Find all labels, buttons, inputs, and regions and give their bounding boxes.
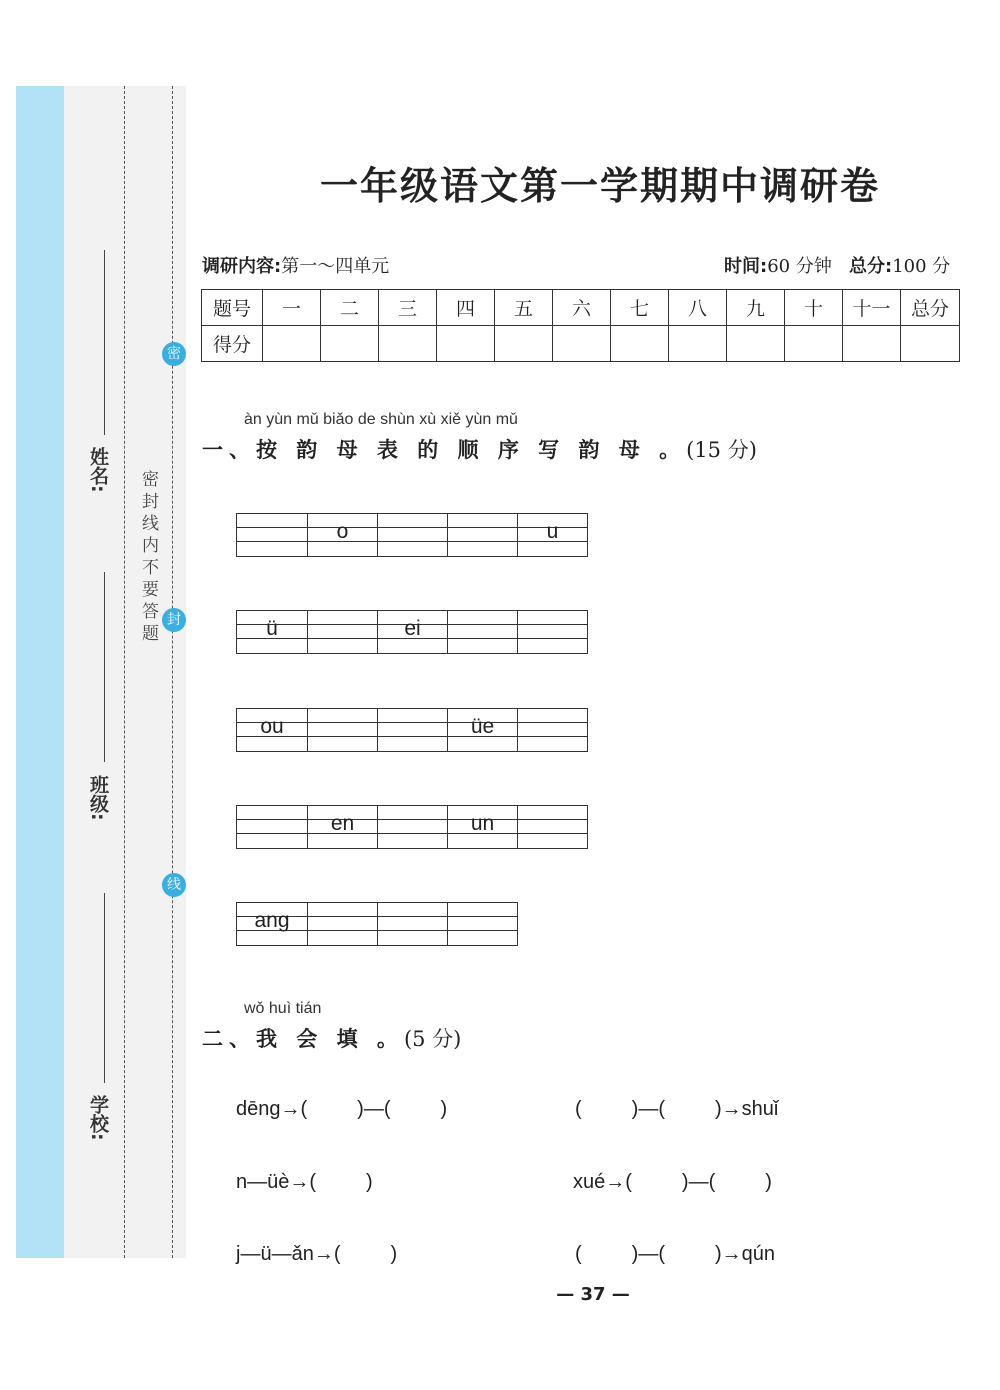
pinyin-grid-row-5 (236, 902, 518, 946)
pinyin-grid-row-3 (236, 708, 588, 752)
section2-title: 二、我 会 填 。 (202, 1027, 404, 1051)
score-input-cell[interactable] (495, 326, 553, 362)
fill-item[interactable]: dēng→( )—( ) (236, 1098, 448, 1120)
section2-points: (5 分) (403, 1027, 462, 1051)
scope-label: 调研内容: (202, 256, 282, 277)
grid-cell[interactable] (307, 709, 377, 751)
time-total-info (724, 252, 950, 278)
class-write-line (104, 572, 105, 762)
grid-cell[interactable]: ü (237, 611, 307, 653)
grid-cell[interactable] (377, 903, 447, 945)
table-cell: 二 (321, 290, 379, 326)
grid-cell[interactable] (237, 806, 307, 848)
score-input-cell[interactable] (611, 326, 669, 362)
grid-cell[interactable] (377, 514, 447, 556)
seal-mark-xian: 线 (162, 873, 186, 897)
total-label: 总分: (849, 256, 893, 277)
scope-info (202, 252, 389, 278)
grid-cell[interactable] (517, 611, 587, 653)
grid-cell[interactable] (517, 709, 587, 751)
section1-title: 一、按 韵 母 表 的 顺 序 写 韵 母 。 (202, 438, 687, 462)
table-cell: 八 (669, 290, 727, 326)
score-input-cell[interactable] (785, 326, 843, 362)
table-cell: 一 (263, 290, 321, 326)
seal-mark-feng: 封 (162, 608, 186, 632)
table-cell: 三 (379, 290, 437, 326)
grid-cell[interactable]: ang (237, 903, 307, 945)
fill-item[interactable]: ( )—( )→qún (575, 1243, 776, 1265)
grid-cell[interactable]: üe (447, 709, 517, 751)
school-write-line (104, 893, 105, 1083)
pinyin-grid-row-4 (236, 805, 588, 849)
scope-value: 第一～四单元 (281, 256, 390, 277)
name-write-line (104, 250, 105, 435)
grid-cell[interactable] (377, 709, 447, 751)
section2-heading (202, 1023, 461, 1053)
margin-gray-strip (64, 86, 186, 1258)
score-input-cell[interactable] (437, 326, 495, 362)
page-number: — 37 — (556, 1284, 630, 1305)
table-cell: 十一 (843, 290, 901, 326)
section1-pinyin: àn yùn mǔ biǎo de shùn xù xiě yùn mǔ (244, 411, 518, 428)
score-input-cell[interactable] (321, 326, 379, 362)
school-label: 学校: (87, 1095, 109, 1141)
grid-cell[interactable] (307, 611, 377, 653)
grid-cell[interactable] (447, 611, 517, 653)
section1-heading (202, 434, 757, 464)
pinyin-grid-row-1 (236, 513, 588, 557)
pinyin-grid-row-2 (236, 610, 588, 654)
grid-cell[interactable] (447, 514, 517, 556)
score-table-score-row (202, 326, 960, 362)
score-input-cell[interactable] (553, 326, 611, 362)
name-label: 姓名: (87, 447, 109, 493)
grid-cell[interactable] (377, 806, 447, 848)
table-cell: 题号 (202, 290, 263, 326)
score-table (201, 289, 960, 362)
table-cell: 九 (727, 290, 785, 326)
section1-points: (15 分) (686, 438, 757, 462)
score-input-cell[interactable] (669, 326, 727, 362)
margin-accent-strip (16, 86, 64, 1258)
grid-cell[interactable] (237, 514, 307, 556)
cut-line-right (172, 86, 173, 1258)
grid-cell[interactable]: u (517, 514, 587, 556)
table-cell: 总分 (901, 290, 960, 326)
time-label: 时间: (724, 256, 768, 277)
table-cell: 四 (437, 290, 495, 326)
fill-item[interactable]: n—üè→( ) (236, 1171, 373, 1193)
grid-cell[interactable]: ou (237, 709, 307, 751)
score-input-cell[interactable] (727, 326, 785, 362)
table-cell: 五 (495, 290, 553, 326)
fill-item[interactable]: ( )—( )→shuǐ (575, 1098, 779, 1120)
fill-item[interactable]: xué→( )—( ) (573, 1171, 772, 1193)
cut-line-left (124, 86, 125, 1258)
table-cell: 七 (611, 290, 669, 326)
fill-item[interactable]: j—ü—ǎn→( ) (236, 1243, 398, 1265)
total-value: 100 分 (892, 256, 951, 277)
score-input-cell[interactable] (843, 326, 901, 362)
grid-cell[interactable]: ei (377, 611, 447, 653)
table-cell: 六 (553, 290, 611, 326)
grid-cell[interactable] (447, 903, 517, 945)
grid-cell[interactable]: un (447, 806, 517, 848)
class-label: 班级: (87, 775, 109, 821)
score-input-cell[interactable] (379, 326, 437, 362)
grid-cell[interactable] (517, 806, 587, 848)
grid-cell[interactable] (307, 903, 377, 945)
grid-cell[interactable]: en (307, 806, 377, 848)
table-cell: 得分 (202, 326, 263, 362)
seal-notice: 密封线内不要答题 (138, 470, 158, 646)
page-title: 一年级语文第一学期期中调研卷 (319, 163, 880, 208)
time-value: 60 分钟 (767, 256, 832, 277)
section2-pinyin: wǒ huì tián (244, 1000, 322, 1017)
score-input-cell[interactable] (263, 326, 321, 362)
table-cell: 十 (785, 290, 843, 326)
seal-mark-mi: 密 (162, 342, 186, 366)
grid-cell[interactable]: o (307, 514, 377, 556)
score-input-cell[interactable] (901, 326, 960, 362)
score-table-header-row (202, 290, 960, 326)
